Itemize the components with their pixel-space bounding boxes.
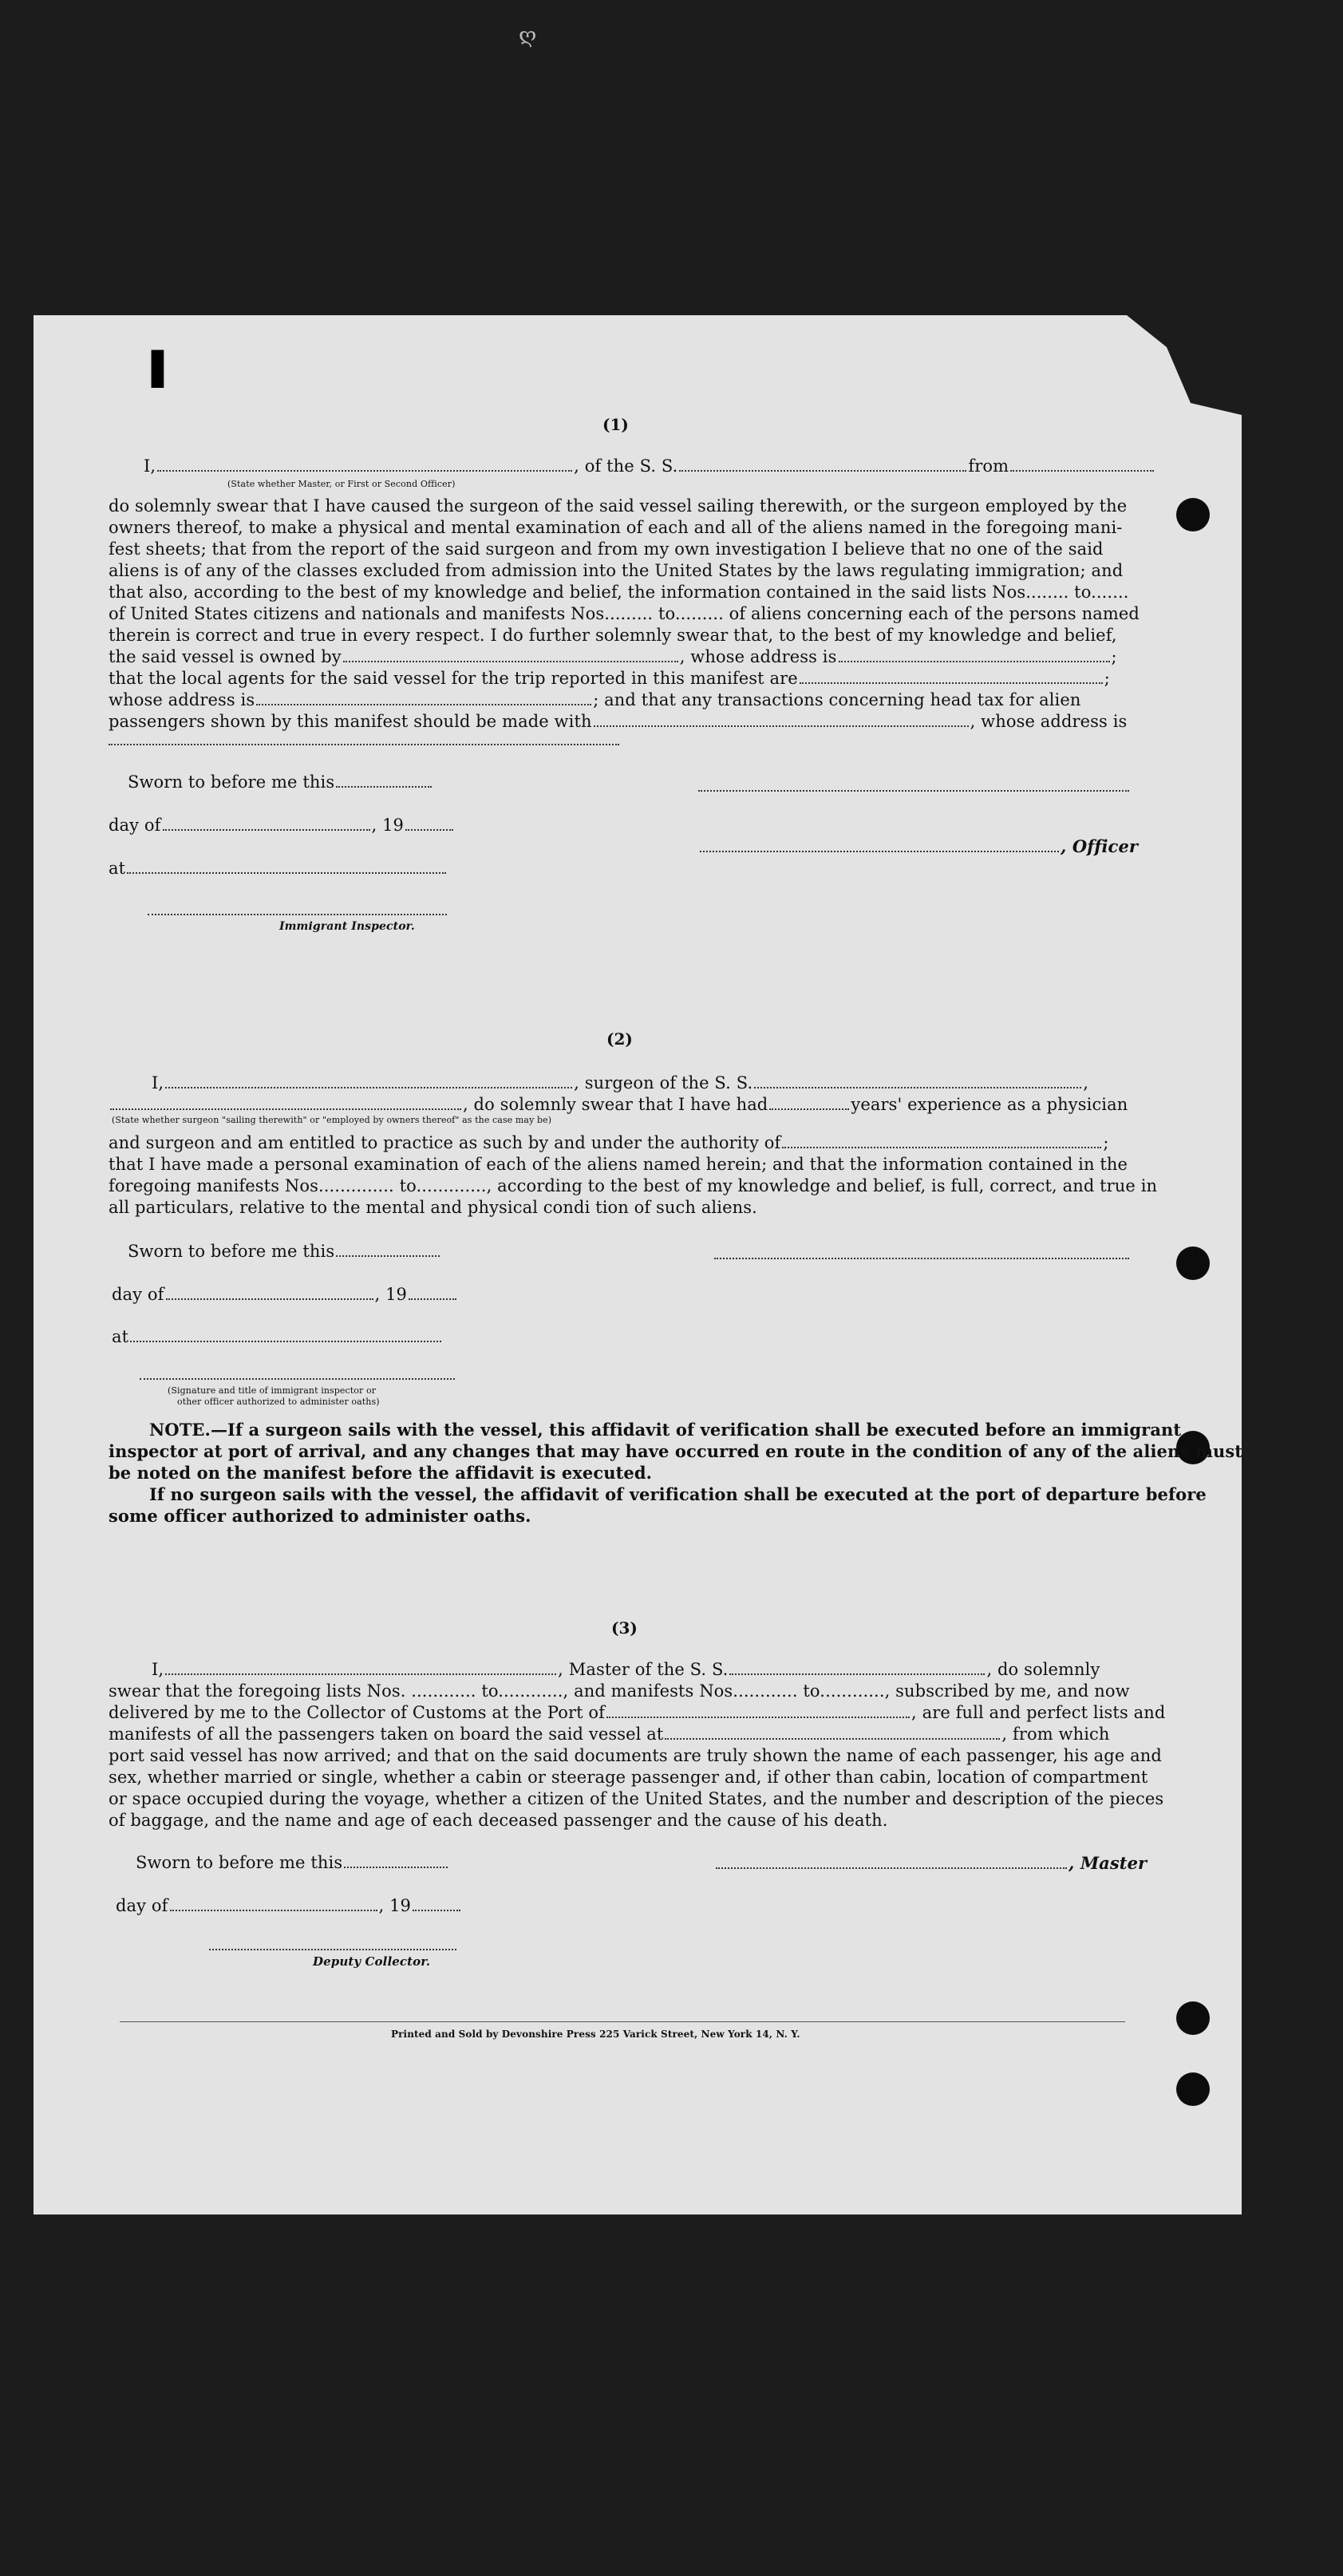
sec1-para-line: fest sheets; that from the report of the said surgeon and from my own investigation I believe that no one of the said xyxy=(109,539,1104,559)
sec3-port-line: delivered by me to the Collector of Customs at the Port of , are full and perfect lists and xyxy=(109,1703,1166,1722)
sec2-sig-note-2: other officer authorized to administer oaths) xyxy=(177,1397,380,1407)
sec2-para-line: that I have made a personal examination of each of the aliens named herein; and that the information contained in the xyxy=(109,1155,1128,1174)
sec2-day-line: day of , 19 xyxy=(112,1285,458,1304)
printer-footer: Printed and Sold by Devonshire Press 225 Varick Street, New York 14, N. Y. xyxy=(391,2029,800,2040)
sec3-para-line: of baggage, and the name and age of each deceased passenger and the cause of his death. xyxy=(109,1811,888,1830)
sec3-para-line: or space occupied during the voyage, whether a citizen of the United States, and the number and description of the pieces xyxy=(109,1789,1164,1808)
sec2-authority-line: and surgeon and am entitled to practice as such by and under the authority of ; xyxy=(109,1133,1109,1152)
sec3-collector-label: Deputy Collector. xyxy=(313,1954,431,1969)
sec2-note-line: inspector at port of arrival, and any changes that may have occurred en route in the condition of any of the aliens must xyxy=(109,1441,1243,1461)
sec3-line1: I, , Master of the S. S. , do solemnly xyxy=(152,1660,1100,1679)
sec1-agents-line: that the local agents for the said vessel for the trip reported in this manifest are ; xyxy=(109,669,1110,688)
sec2-para-line: all particulars, relative to the mental and physical condi tion of such aliens. xyxy=(109,1198,757,1217)
sec2-line1: I, , surgeon of the S. S. , xyxy=(152,1073,1089,1092)
sec2-surgeon-sig xyxy=(714,1258,1129,1259)
sec1-para-line: owners thereof, to make a physical and mental examination of each and all of the aliens named in the foregoing mani- xyxy=(109,518,1123,537)
sec3-day-line: day of , 19 xyxy=(116,1896,462,1915)
sec1-sworn-line: Sworn to before me this xyxy=(128,772,433,792)
pen-mark: ▌ xyxy=(152,351,176,388)
section-1-number: (1) xyxy=(602,415,629,434)
sec1-agent-address-line: whose address is ; and that any transactions concerning head tax for alien xyxy=(109,690,1081,709)
sec2-note-line: some officer authorized to administer oaths. xyxy=(109,1506,531,1526)
pen-mark: ღ xyxy=(519,24,537,48)
sec2-sig-note-1: (Signature and title of immigrant inspector or xyxy=(168,1385,377,1396)
sec3-collector-sig xyxy=(209,1949,456,1950)
section-2-number: (2) xyxy=(606,1029,633,1049)
sec2-line2: , do solemnly swear that I have had years' experience as a physician xyxy=(109,1095,1128,1114)
sec1-para-line: do solemnly swear that I have caused the surgeon of the said vessel sailing therewith, or the surgeon employed by the xyxy=(109,496,1128,516)
sec1-officer-line: , Officer xyxy=(698,836,1138,856)
sec3-boarding-line: manifests of all the passengers taken on board the said vessel at , from which xyxy=(109,1725,1110,1744)
sec3-master-line: , Master xyxy=(714,1853,1147,1873)
sec2-at-line: at xyxy=(112,1327,443,1346)
sec3-para-line: port said vessel has now arrived; and that on the said documents are truly shown the name of each passenger, his age and xyxy=(109,1746,1162,1765)
sec1-role-note: (State whether Master, or First or Second Officer) xyxy=(227,479,456,489)
sec1-headtax-line: passengers shown by this manifest should be made with , whose address is xyxy=(109,712,1128,731)
sec2-sworn-line: Sworn to before me this xyxy=(128,1242,441,1261)
sec2-para-line: foregoing manifests Nos.............. to............., according to the best of my knowledge and belief, is full, correct, and true in xyxy=(109,1176,1158,1195)
sec1-line1: I, , of the S. S. from xyxy=(144,456,1155,476)
sec2-role-note: (State whether surgeon "sailing therewith" or "employed by owners thereof" as the case may be) xyxy=(112,1115,552,1125)
sec1-at-line: at xyxy=(109,859,448,878)
sec1-officer-sig-top xyxy=(698,790,1129,792)
sec1-address-line xyxy=(109,744,619,745)
sec1-para-line: therein is correct and true in every respect. I do further solemnly swear that, to the best of my knowledge and belief, xyxy=(109,626,1117,645)
sec1-day-line: day of , 19 xyxy=(109,816,455,835)
sec2-note-line: If no surgeon sails with the vessel, the affidavit of verification shall be executed at the port of departure before xyxy=(149,1484,1207,1504)
sec1-para-line: aliens is of any of the classes excluded from admission into the United States by the laws regulating immigration; and xyxy=(109,561,1124,580)
sec2-inspector-sig xyxy=(140,1378,455,1380)
punch-hole xyxy=(1176,2072,1210,2106)
sec2-note-line: be noted on the manifest before the affidavit is executed. xyxy=(109,1463,653,1483)
sec1-para-line: that also, according to the best of my knowledge and belief, the information contained in the said lists Nos........ to....... xyxy=(109,583,1129,602)
footer-rule xyxy=(120,2021,1125,2022)
punch-hole xyxy=(1176,2001,1210,2035)
punch-hole xyxy=(1176,1247,1210,1280)
sec3-para-line: swear that the foregoing lists Nos. ............ to............, and manifests Nos............ to............, subscribed by me, and now xyxy=(109,1681,1130,1701)
sec1-inspector-label: Immigrant Inspector. xyxy=(279,920,415,933)
sec1-inspector-sig xyxy=(148,914,447,915)
sec3-sworn-line: Sworn to before me this xyxy=(136,1853,449,1872)
sec3-para-line: sex, whether married or single, whether a cabin or steerage passenger and, if other than cabin, location of compartment xyxy=(109,1768,1148,1787)
punch-hole xyxy=(1176,498,1210,531)
section-3-number: (3) xyxy=(611,1618,638,1638)
sec1-owner-line: the said vessel is owned by , whose address is ; xyxy=(109,647,1117,666)
sec1-para-line: of United States citizens and nationals and manifests Nos......... to......... of aliens concerning each of the persons named xyxy=(109,604,1140,623)
sec2-note-line-1: NOTE.—If a surgeon sails with the vessel, this affidavit of verification shall be executed before an immigrant xyxy=(149,1420,1182,1440)
